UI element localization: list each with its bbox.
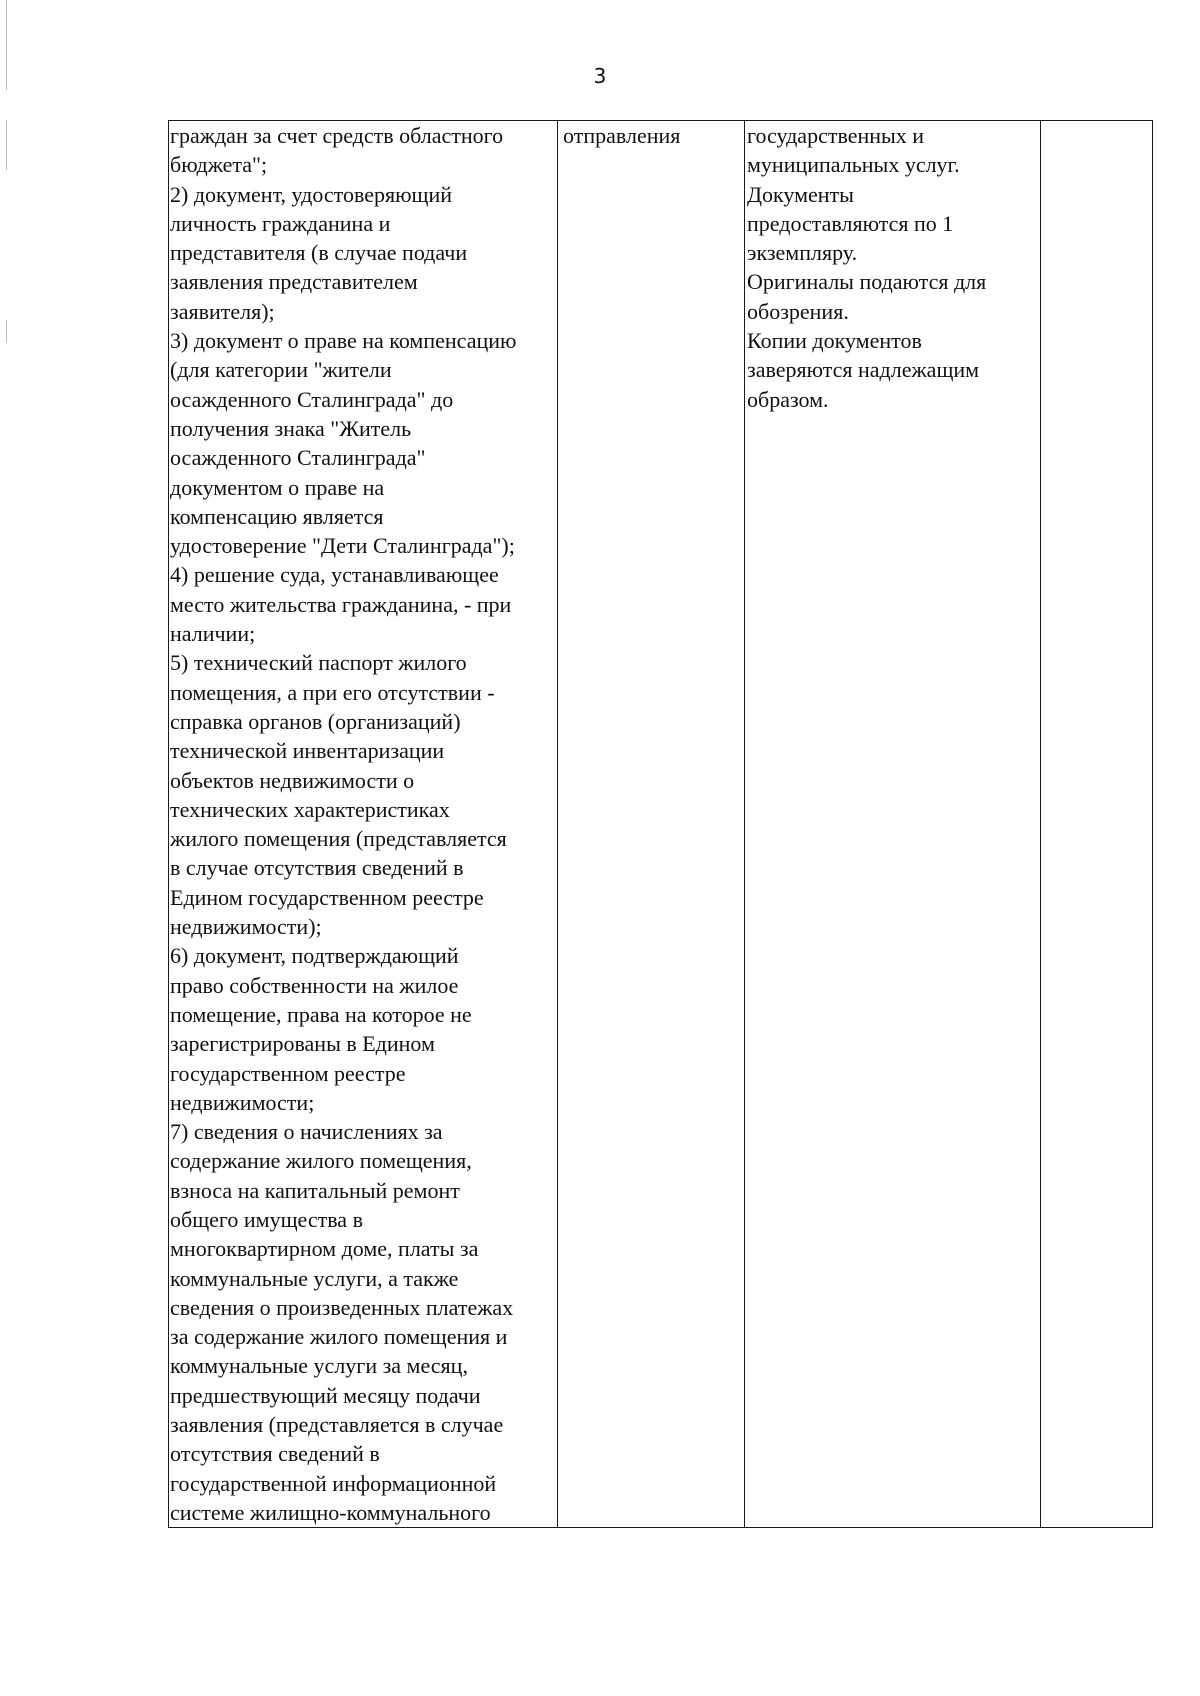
text-line: заверяются надлежащим <box>747 357 980 383</box>
text-line: отсутствия сведений в <box>170 1441 380 1467</box>
text-line: 4) решение суда, устанавливающее <box>170 562 499 588</box>
text-line: системе жилищно-коммунального <box>170 1499 491 1525</box>
text-line: документом о праве на <box>170 474 385 500</box>
requirements-cell <box>745 121 1041 1528</box>
text-line: право собственности на жилое <box>170 972 459 998</box>
text-line: (для категории "жители <box>170 357 392 383</box>
text-line: граждан за счет средств областного <box>170 123 504 148</box>
text-line: за содержание жилого помещения и <box>170 1324 508 1350</box>
text-line: взноса на капитальный ремонт <box>170 1177 460 1203</box>
text-line: общего имущества в <box>170 1206 363 1232</box>
text-line: объектов недвижимости о <box>170 767 415 793</box>
table-row <box>169 121 1153 1528</box>
text-line: Документы <box>747 181 854 207</box>
text-line: личность гражданина и <box>170 210 391 236</box>
text-line: получения знака "Житель <box>170 415 412 441</box>
text-line: образом. <box>747 386 829 412</box>
text-line: заявления представителем <box>170 269 418 295</box>
text-line: экземпляру. <box>747 240 858 266</box>
text-line: осажденного Сталинграда" <box>170 445 426 471</box>
text-line: Едином государственном реестре <box>170 884 484 910</box>
document-table <box>168 120 1153 1528</box>
text-line: 7) сведения о начислениях за <box>170 1119 443 1145</box>
documents-list-cell <box>169 121 558 1528</box>
text-line: представителя (в случае подачи <box>170 240 468 266</box>
text-line: муниципальных услуг. <box>747 152 960 178</box>
text-line: предшествующий месяцу подачи <box>170 1382 481 1408</box>
text-line: технической инвентаризации <box>170 738 445 764</box>
text-line: обозрения. <box>747 298 849 324</box>
scan-edge-mark <box>6 320 7 342</box>
text-line: жилого помещения (представляется <box>170 826 507 852</box>
text-line: коммунальные услуги за месяц, <box>170 1353 468 1379</box>
text-line: государственной информационной <box>170 1470 497 1496</box>
text-line: Оригиналы подаются для <box>747 269 987 295</box>
text-line: технических характеристиках <box>170 796 450 822</box>
empty-cell <box>1041 121 1153 1528</box>
text-line: сведения о произведенных платежах <box>170 1294 514 1320</box>
text-line: 5) технический паспорт жилого <box>170 650 467 676</box>
page-number: 3 <box>593 64 607 88</box>
text-line: заявления (представляется в случае <box>170 1412 504 1438</box>
text-line: содержание жилого помещения, <box>170 1148 472 1174</box>
text-line: справка органов (организаций) <box>170 708 461 734</box>
text-line: отправления <box>563 123 681 148</box>
text-line: помещение, права на которое не <box>170 1001 472 1027</box>
text-line: государственных и <box>747 123 925 148</box>
text-line: 3) документ о праве на компенсацию <box>170 328 517 354</box>
text-line: многоквартирном доме, платы за <box>170 1236 479 1262</box>
text-line: бюджета"; <box>170 152 268 178</box>
text-line: в случае отсутствия сведений в <box>170 855 464 881</box>
text-line: осажденного Сталинграда" до <box>170 386 454 412</box>
text-line: помещения, а при его отсутствии - <box>170 679 495 705</box>
scan-edge-mark <box>6 120 7 170</box>
text-line: зарегистрированы в Едином <box>170 1031 435 1057</box>
text-line: 6) документ, подтверждающий <box>170 943 459 969</box>
text-line: предоставляются по 1 <box>747 210 954 236</box>
text-line: недвижимости; <box>170 1089 315 1115</box>
text-line: государственном реестре <box>170 1060 406 1086</box>
text-line: недвижимости); <box>170 914 322 940</box>
text-line: наличии; <box>170 621 256 647</box>
text-line: Копии документов <box>747 328 922 354</box>
text-line: 2) документ, удостоверяющий <box>170 181 453 207</box>
text-line: компенсацию является <box>170 503 384 529</box>
text-line: место жительства гражданина, - при <box>170 591 512 617</box>
method-cell <box>558 121 745 1528</box>
text-line: заявителя); <box>170 298 275 324</box>
text-line: удостоверение "Дети Сталинграда"); <box>170 533 515 559</box>
text-line: коммунальные услуги, а также <box>170 1265 459 1291</box>
